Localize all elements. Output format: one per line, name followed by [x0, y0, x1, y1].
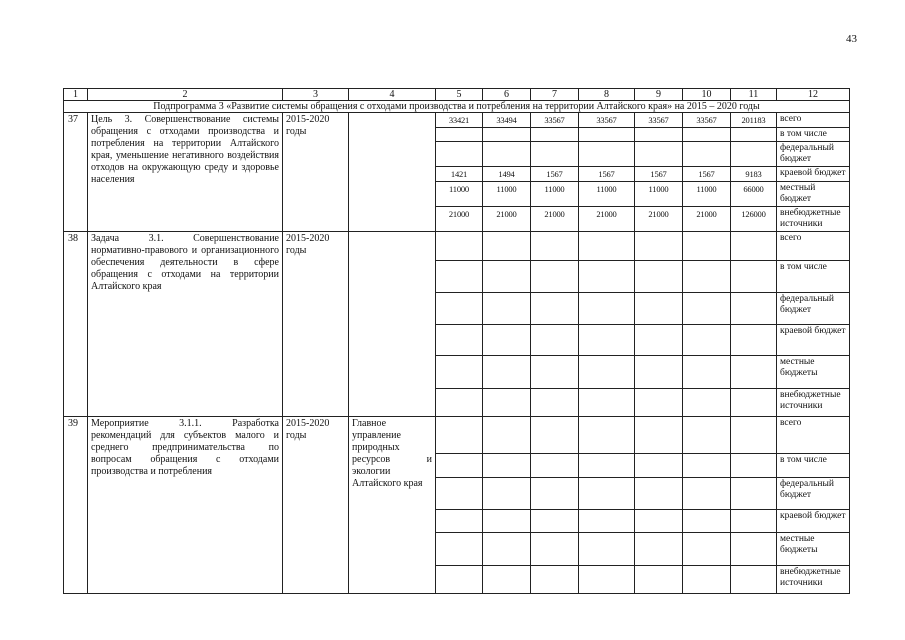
table-row: [64, 417, 850, 454]
funding-source: в том числе: [777, 261, 850, 293]
value-cell: [436, 142, 483, 167]
value-cell: [683, 417, 731, 454]
value-cell: [436, 417, 483, 454]
value-cell: 33567: [531, 113, 579, 128]
funding-source: федеральный бюджет: [777, 478, 850, 510]
funding-source: местный бюджет: [777, 182, 850, 207]
value-cell: [731, 454, 777, 478]
value-cell: [436, 510, 483, 533]
column-header: 5: [436, 89, 483, 101]
value-cell: [579, 566, 635, 594]
value-cell: [579, 510, 635, 533]
funding-source: всего: [777, 417, 850, 454]
value-cell: [531, 325, 579, 356]
value-cell: [483, 417, 531, 454]
value-cell: [579, 356, 635, 389]
value-cell: [483, 325, 531, 356]
value-cell: 1567: [683, 167, 731, 182]
value-cell: [731, 261, 777, 293]
value-cell: 21000: [635, 207, 683, 232]
value-cell: [635, 454, 683, 478]
value-cell: 1567: [531, 167, 579, 182]
value-cell: [436, 293, 483, 325]
value-cell: 21000: [436, 207, 483, 232]
value-cell: [483, 232, 531, 261]
value-cell: [731, 478, 777, 510]
value-cell: [683, 128, 731, 142]
funding-source: внебюджетные источники: [777, 207, 850, 232]
value-cell: 11000: [635, 182, 683, 207]
value-cell: [436, 454, 483, 478]
value-cell: [731, 293, 777, 325]
value-cell: [635, 478, 683, 510]
funding-source: всего: [777, 232, 850, 261]
value-cell: [635, 533, 683, 566]
value-cell: [531, 261, 579, 293]
value-cell: 11000: [436, 182, 483, 207]
value-cell: 201183: [731, 113, 777, 128]
value-cell: [436, 261, 483, 293]
funding-source: всего: [777, 113, 850, 128]
item-executor: Главное управление природных ресурсов и экологии Алтайского края: [349, 417, 436, 594]
value-cell: [579, 417, 635, 454]
value-cell: 33567: [635, 113, 683, 128]
value-cell: [531, 128, 579, 142]
column-header: 10: [683, 89, 731, 101]
value-cell: 11000: [683, 182, 731, 207]
value-cell: [683, 478, 731, 510]
value-cell: [579, 389, 635, 417]
value-cell: [483, 389, 531, 417]
value-cell: [683, 389, 731, 417]
value-cell: [531, 478, 579, 510]
value-cell: [683, 533, 731, 566]
row-number: 37: [64, 113, 88, 232]
column-header: 12: [777, 89, 850, 101]
item-title: Задача 3.1. Совершенствование нормативно-правового и организационного обеспечения деятельности в сфере обращения с отходами на территории Алтайского края: [88, 232, 283, 417]
value-cell: 1494: [483, 167, 531, 182]
value-cell: 21000: [483, 207, 531, 232]
value-cell: 21000: [579, 207, 635, 232]
row-number: 39: [64, 417, 88, 594]
value-cell: [531, 293, 579, 325]
item-period: 2015-2020 годы: [283, 232, 349, 417]
value-cell: [531, 142, 579, 167]
value-cell: [483, 261, 531, 293]
value-cell: [436, 566, 483, 594]
value-cell: [731, 510, 777, 533]
funding-source: федеральный бюджет: [777, 293, 850, 325]
value-cell: [579, 142, 635, 167]
funding-source: краевой бюджет: [777, 167, 850, 182]
value-cell: 33567: [683, 113, 731, 128]
value-cell: [579, 128, 635, 142]
value-cell: [731, 232, 777, 261]
value-cell: [579, 478, 635, 510]
value-cell: 11000: [483, 182, 531, 207]
value-cell: 33494: [483, 113, 531, 128]
value-cell: [635, 356, 683, 389]
value-cell: [683, 142, 731, 167]
value-cell: [579, 293, 635, 325]
value-cell: [731, 325, 777, 356]
value-cell: [483, 128, 531, 142]
column-header: 9: [635, 89, 683, 101]
value-cell: [635, 232, 683, 261]
column-header: 8: [579, 89, 635, 101]
value-cell: [635, 566, 683, 594]
budget-table: [63, 88, 850, 594]
item-executor: [349, 113, 436, 232]
funding-source: в том числе: [777, 128, 850, 142]
value-cell: 126000: [731, 207, 777, 232]
value-cell: [579, 325, 635, 356]
value-cell: [635, 417, 683, 454]
value-cell: [531, 510, 579, 533]
value-cell: [731, 142, 777, 167]
value-cell: [731, 417, 777, 454]
column-header-row: [64, 89, 850, 101]
value-cell: [483, 142, 531, 167]
funding-source: краевой бюджет: [777, 510, 850, 533]
value-cell: 21000: [683, 207, 731, 232]
column-header: 1: [64, 89, 88, 101]
value-cell: [579, 533, 635, 566]
value-cell: [531, 417, 579, 454]
table-row: [64, 232, 850, 261]
value-cell: [635, 142, 683, 167]
column-header: 11: [731, 89, 777, 101]
value-cell: [731, 389, 777, 417]
value-cell: [483, 566, 531, 594]
value-cell: [483, 356, 531, 389]
funding-source: краевой бюджет: [777, 325, 850, 356]
value-cell: [483, 293, 531, 325]
value-cell: [683, 232, 731, 261]
value-cell: [635, 389, 683, 417]
value-cell: 33421: [436, 113, 483, 128]
value-cell: [436, 128, 483, 142]
value-cell: [683, 566, 731, 594]
column-header: 2: [88, 89, 283, 101]
value-cell: [436, 356, 483, 389]
value-cell: [436, 325, 483, 356]
funding-source: внебюджетные источники: [777, 566, 850, 594]
page-number: 43: [846, 33, 857, 45]
row-number: 38: [64, 232, 88, 417]
value-cell: [731, 356, 777, 389]
value-cell: [683, 293, 731, 325]
value-cell: 1421: [436, 167, 483, 182]
column-header: 4: [349, 89, 436, 101]
value-cell: [436, 232, 483, 261]
item-title: Цель 3. Совершенствование системы обращения с отходами производства и потребления на территории Алтайского края, уменьшение негативного воздействия отходов на окружающую среду и здоровье населения: [88, 113, 283, 232]
value-cell: [531, 533, 579, 566]
value-cell: 1567: [635, 167, 683, 182]
value-cell: [683, 454, 731, 478]
value-cell: [579, 232, 635, 261]
value-cell: [483, 510, 531, 533]
value-cell: [531, 389, 579, 417]
funding-source: местные бюджеты: [777, 356, 850, 389]
item-period: 2015-2020 годы: [283, 417, 349, 594]
value-cell: [483, 454, 531, 478]
value-cell: [635, 510, 683, 533]
value-cell: [531, 454, 579, 478]
value-cell: [483, 478, 531, 510]
value-cell: [635, 128, 683, 142]
value-cell: [436, 533, 483, 566]
value-cell: [531, 566, 579, 594]
table-row: [64, 113, 850, 128]
value-cell: [483, 533, 531, 566]
item-executor: [349, 232, 436, 417]
subprogram-row: [64, 101, 850, 113]
value-cell: [531, 356, 579, 389]
value-cell: 66000: [731, 182, 777, 207]
value-cell: [731, 566, 777, 594]
value-cell: 33567: [579, 113, 635, 128]
value-cell: [531, 232, 579, 261]
funding-source: федеральный бюджет: [777, 142, 850, 167]
item-period: 2015-2020 годы: [283, 113, 349, 232]
funding-source: местные бюджеты: [777, 533, 850, 566]
subprogram-title: Подпрограмма 3 «Развитие системы обращения с отходами производства и потребления на территории Алтайского края» на 2015 – 2020 годы: [64, 101, 850, 113]
value-cell: [579, 454, 635, 478]
value-cell: [683, 325, 731, 356]
value-cell: [683, 356, 731, 389]
value-cell: [683, 510, 731, 533]
value-cell: 21000: [531, 207, 579, 232]
value-cell: [579, 261, 635, 293]
column-header: 7: [531, 89, 579, 101]
value-cell: [436, 478, 483, 510]
value-cell: 11000: [531, 182, 579, 207]
value-cell: [436, 389, 483, 417]
value-cell: [731, 128, 777, 142]
item-title: Мероприятие 3.1.1. Разработка рекомендаций для субъектов малого и среднего предпринимательства по вопросам обращения с отходами производства и потребления: [88, 417, 283, 594]
funding-source: в том числе: [777, 454, 850, 478]
value-cell: 11000: [579, 182, 635, 207]
column-header: 3: [283, 89, 349, 101]
funding-source: внебюджетные источники: [777, 389, 850, 417]
value-cell: 9183: [731, 167, 777, 182]
value-cell: [731, 533, 777, 566]
column-header: 6: [483, 89, 531, 101]
value-cell: 1567: [579, 167, 635, 182]
value-cell: [635, 261, 683, 293]
value-cell: [683, 261, 731, 293]
value-cell: [635, 293, 683, 325]
value-cell: [635, 325, 683, 356]
